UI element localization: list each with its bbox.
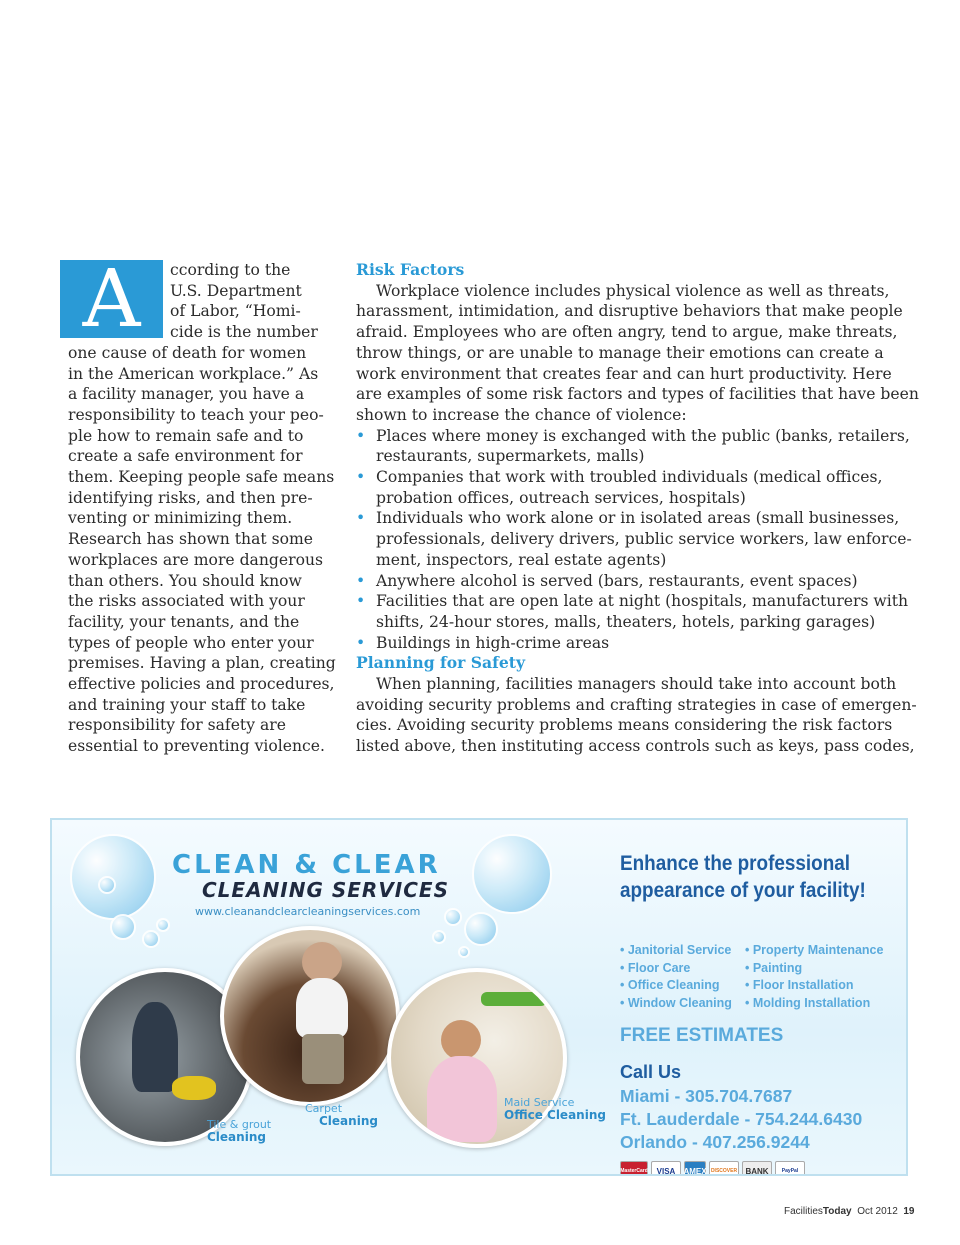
article-line: than others. You should know xyxy=(68,571,302,590)
page-number: 19 xyxy=(903,1206,915,1217)
ad-headline-1: Enhance the professional xyxy=(620,852,851,875)
payment-card-icon: MasterCard xyxy=(620,1161,648,1176)
article-right-column xyxy=(356,260,919,757)
call-us-label: Call Us xyxy=(620,1062,682,1082)
article-line: essential to preventing violence. xyxy=(68,737,325,756)
service-item: • Office Cleaning xyxy=(620,978,720,992)
drop-cap: A xyxy=(60,260,163,338)
bubble-decoration xyxy=(142,930,160,948)
article-line: cide is the number xyxy=(170,323,318,342)
payment-card-icon: DISCOVER xyxy=(709,1161,739,1176)
paragraph-line: When planning, facilities managers should take into account both xyxy=(376,675,897,694)
article-line: responsibility for safety are xyxy=(68,716,286,735)
list-item xyxy=(356,633,866,654)
paragraph-line: shown to increase the chance of violence: xyxy=(356,405,687,424)
maid-caption-line: Maid Service xyxy=(504,1096,575,1109)
list-item-line: restaurants, supermarkets, malls) xyxy=(376,447,645,466)
article-line: ccording to the xyxy=(170,261,291,279)
phone-number: Miami - 305.704.7687 xyxy=(620,1086,793,1106)
paragraph-line: cies. Avoiding security problems means considering the risk factors xyxy=(356,716,893,735)
bubble-decoration xyxy=(156,918,170,932)
list-item-line: professionals, delivery drivers, public service workers, law enforce- xyxy=(376,530,912,549)
paragraph-line: are examples of some risk factors and types of facilities that have been xyxy=(356,385,919,404)
article-line: facility, your tenants, and the xyxy=(68,612,300,631)
paragraph-line: Workplace violence includes physical violence as well as threats, xyxy=(376,281,890,300)
paragraph-line: listed above, then instituting access controls such as keys, pass codes, xyxy=(356,737,915,756)
carpet-caption-strong: Cleaning xyxy=(319,1114,378,1128)
phone-number: Ft. Lauderdale - 754.244.6430 xyxy=(620,1109,863,1129)
magazine-name-a: Facilities xyxy=(784,1206,823,1217)
bullet-icon: • xyxy=(356,426,366,445)
bullet-icon: • xyxy=(356,509,366,528)
risk-factors-list xyxy=(356,426,912,654)
list-item-line: Buildings in high-crime areas xyxy=(376,633,610,652)
bubble-decoration xyxy=(110,914,136,940)
article-line: premises. Having a plan, creating xyxy=(68,654,336,673)
list-item xyxy=(356,467,883,508)
paragraph-line: throw things, or are unable to manage their emotions can create a xyxy=(356,343,884,362)
cleaning-services-ad xyxy=(50,818,908,1176)
article-line: effective policies and procedures, xyxy=(68,675,335,694)
list-item xyxy=(356,508,912,570)
article-line: workplaces are more dangerous xyxy=(68,550,323,569)
list-item xyxy=(356,571,866,592)
bullet-icon: • xyxy=(356,468,366,487)
carpet-caption-line: Carpet xyxy=(305,1102,343,1115)
payment-card-icon: VISA xyxy=(651,1161,681,1176)
list-item-line: Individuals who work alone or in isolated areas (small businesses, xyxy=(376,509,900,528)
article-line: ple how to remain safe and to xyxy=(68,426,304,445)
bubble-decoration xyxy=(70,834,156,920)
issue-date: Oct 2012 xyxy=(857,1206,898,1217)
maid-caption xyxy=(504,1096,606,1122)
article-line: in the American workplace.” As xyxy=(68,364,319,383)
tile-caption xyxy=(207,1118,271,1144)
ad-info-panel xyxy=(620,850,900,1176)
article-line: one cause of death for women xyxy=(68,343,307,362)
page-footer xyxy=(784,1206,914,1217)
maid-caption-strong: Office Cleaning xyxy=(504,1108,606,1122)
article-line: types of people who enter your xyxy=(68,633,314,652)
tile-caption-line: Tile & grout xyxy=(207,1118,272,1131)
ad-headline-2: appearance of your facility! xyxy=(620,879,866,902)
article-line: of Labor, “Homi- xyxy=(170,302,301,321)
payment-card-icon: AMEX xyxy=(684,1161,706,1176)
bubble-decoration xyxy=(98,876,116,894)
service-item: • Floor Care xyxy=(620,960,691,975)
list-item-line: ment, inspectors, real estate agents) xyxy=(376,550,667,569)
planning-paragraph xyxy=(356,674,917,757)
service-item: • Property Maintenance xyxy=(745,943,884,957)
paragraph-line: work environment that creates fear and can hurt productivity. Here xyxy=(356,364,892,383)
bullet-icon: • xyxy=(356,592,366,611)
article-line: Research has shown that some xyxy=(68,530,314,549)
list-item-line: Companies that work with troubled individuals (medical offices, xyxy=(376,468,883,487)
article-line: a facility manager, you have a xyxy=(68,385,305,404)
bubble-decoration xyxy=(432,930,446,944)
paragraph-line: harassment, intimidation, and disruptive behaviors that make people xyxy=(356,302,903,321)
article-line: the risks associated with your xyxy=(68,592,305,611)
article-line: create a safe environment for xyxy=(68,447,303,466)
carpet-caption xyxy=(305,1102,378,1128)
risk-factors-heading: Risk Factors xyxy=(356,260,465,279)
magazine-name-b: Today xyxy=(822,1206,852,1217)
list-item xyxy=(356,591,909,632)
service-item: • Floor Installation xyxy=(745,978,854,992)
list-item xyxy=(356,426,910,467)
phone-list xyxy=(620,1085,862,1154)
payment-card-icon: BANK xyxy=(742,1161,772,1176)
paragraph-line: avoiding security problems and crafting strategies in case of emergen- xyxy=(356,695,917,714)
paragraph-line: afraid. Employees who are often angry, tend to argue, make threats, xyxy=(356,323,898,342)
list-item-line: shifts, 24-hour stores, malls, theaters, hotels, parking garages) xyxy=(376,612,876,631)
risk-factors-paragraph xyxy=(356,281,919,426)
service-item: • Janitorial Service xyxy=(620,943,732,957)
carpet-cleaning-photo xyxy=(220,926,400,1106)
ad-website-link[interactable]: www.cleanandclearcleaningservices.com xyxy=(195,905,421,918)
article-left-column xyxy=(68,260,336,757)
bullet-icon: • xyxy=(356,633,366,652)
service-item: • Molding Installation xyxy=(745,995,871,1010)
ad-brand-title: CLEAN & CLEAR xyxy=(172,850,441,880)
article-line: U.S. Department xyxy=(170,281,302,300)
phone-number: Orlando - 407.256.9244 xyxy=(620,1132,810,1152)
article-line: and training your staff to take xyxy=(68,695,306,714)
list-item-line: probation offices, outreach services, hospitals) xyxy=(376,488,746,507)
services-column-1 xyxy=(620,942,745,1012)
bubble-decoration xyxy=(472,834,552,914)
article-line: identifying risks, and then pre- xyxy=(68,488,313,507)
article-line: venting or minimizing them. xyxy=(68,509,293,528)
service-item: • Painting xyxy=(745,960,803,975)
tile-caption-strong: Cleaning xyxy=(207,1130,266,1144)
list-item-line: Anywhere alcohol is served (bars, restaurants, event spaces) xyxy=(376,571,858,590)
bubble-decoration xyxy=(458,946,470,958)
bubble-decoration xyxy=(464,912,498,946)
service-item: • Window Cleaning xyxy=(620,995,732,1010)
article-line: responsibility to teach your peo- xyxy=(68,405,324,424)
services-column-2 xyxy=(745,942,905,1012)
bubble-decoration xyxy=(444,908,462,926)
payment-cards xyxy=(620,1161,805,1176)
payment-card-icon: PayPal xyxy=(775,1161,805,1176)
list-item-line: Places where money is exchanged with the public (banks, retailers, xyxy=(376,426,910,445)
list-item-line: Facilities that are open late at night (hospitals, manufacturers with xyxy=(376,592,909,611)
article-line: them. Keeping people safe means xyxy=(68,468,335,487)
free-estimates: FREE ESTIMATES xyxy=(620,1025,784,1046)
ad-brand-subtitle: CLEANING SERVICES xyxy=(202,878,449,902)
bullet-icon: • xyxy=(356,571,366,590)
planning-heading: Planning for Safety xyxy=(356,653,526,673)
